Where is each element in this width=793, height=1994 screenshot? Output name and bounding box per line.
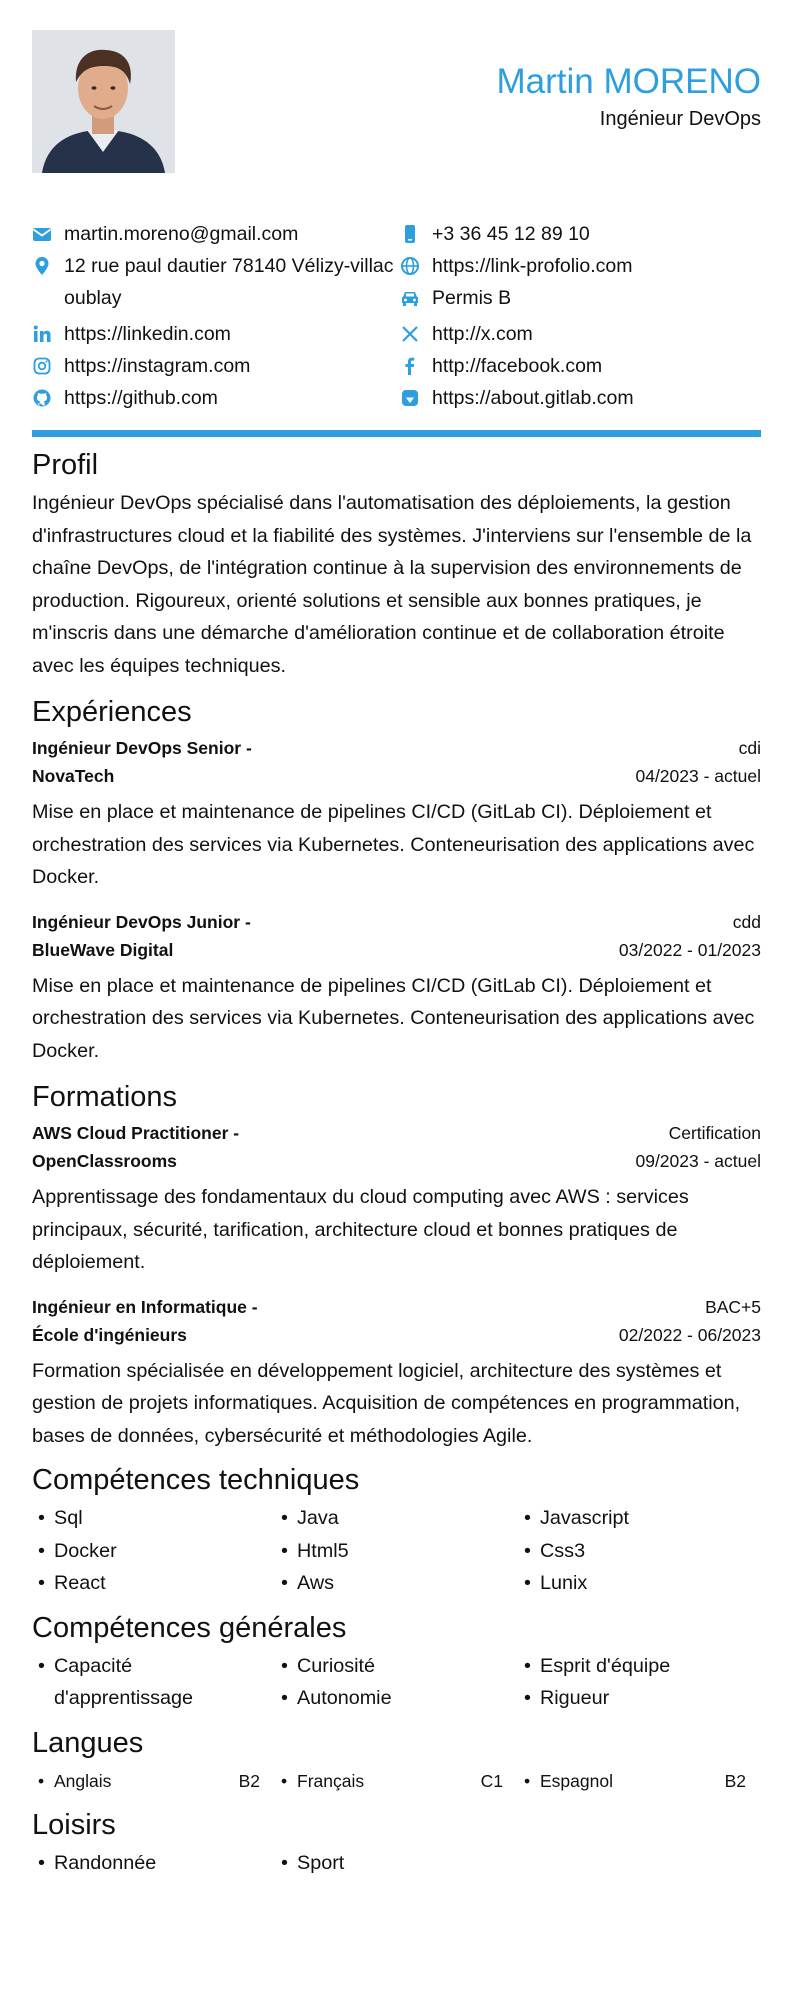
skill-item: • Java — [275, 1502, 518, 1535]
hobbies-heading: Loisirs — [32, 1808, 116, 1841]
contact-portfolio-and-license — [400, 250, 761, 314]
contract-type: cdi — [738, 738, 761, 758]
phone-number[interactable]: +3 36 45 12 89 10 — [432, 223, 590, 245]
experience-heading: Expériences — [32, 696, 192, 728]
education-level: Certification — [668, 1123, 761, 1143]
skill-item: • Aws — [275, 1567, 518, 1600]
education-title: Ingénieur en Informatique - — [32, 1296, 258, 1317]
person-name: Martin MORENO — [496, 62, 761, 101]
education-title: AWS Cloud Practitioner - — [32, 1123, 240, 1143]
resume-header — [32, 30, 761, 180]
languages-section — [32, 1725, 761, 1797]
contact-address — [32, 250, 400, 314]
car-icon — [400, 288, 420, 308]
skill-item: • Sql — [32, 1502, 275, 1535]
experience-company: NovaTech — [32, 766, 115, 786]
facebook-icon — [400, 356, 420, 376]
soft-skills-section — [32, 1610, 761, 1715]
education-dates: 09/2023 - actuel — [635, 1151, 761, 1171]
profile-photo — [32, 30, 175, 173]
skill-item: • Capacité d'apprentissage — [32, 1650, 244, 1715]
education-heading: Formations — [32, 1081, 178, 1113]
language-level: B2 — [238, 1770, 260, 1791]
education-entry — [32, 1119, 761, 1279]
mail-icon — [32, 224, 52, 244]
gitlab-link[interactable]: https://about.gitlab.com — [432, 387, 634, 409]
language-name: • Français — [297, 1770, 365, 1791]
job-title: Ingénieur DevOps — [599, 108, 761, 130]
x-icon — [400, 324, 420, 344]
name-block — [497, 62, 761, 131]
profile-section — [32, 447, 761, 682]
education-school: OpenClassrooms — [32, 1151, 177, 1171]
experience-entry — [32, 908, 761, 1068]
skill-item: • React — [32, 1567, 275, 1600]
hobby-item: • Sport — [275, 1847, 518, 1880]
hobbies-list — [32, 1847, 761, 1880]
contact-linkedin[interactable] — [32, 318, 400, 350]
contact-grid — [32, 218, 761, 414]
experience-section — [32, 694, 761, 1067]
contact-github[interactable] — [32, 382, 400, 414]
education-level: BAC+5 — [705, 1296, 761, 1317]
language-level: B2 — [724, 1770, 746, 1791]
driving-license: Permis B — [432, 287, 512, 309]
tech-skills-list — [32, 1502, 761, 1600]
skill-item: • Html5 — [275, 1535, 518, 1568]
linkedin-icon — [32, 324, 52, 344]
skill-item: • Docker — [32, 1535, 275, 1568]
x-link[interactable]: http://x.com — [432, 323, 533, 345]
globe-icon — [400, 256, 420, 276]
education-description: Apprentissage des fondamentaux du cloud computing avec AWS : services principaux, sécurité, tarification, architecture cloud et bonnes pratiques de déploiement. — [32, 1186, 689, 1273]
skill-item: • Javascript — [518, 1502, 761, 1535]
experience-company: BlueWave Digital — [32, 939, 174, 960]
facebook-link[interactable]: http://facebook.com — [432, 355, 603, 377]
education-school: École d'ingénieurs — [32, 1324, 187, 1345]
experience-role: Ingénieur DevOps Senior - — [32, 738, 252, 758]
language-name: • Espagnol — [540, 1770, 613, 1791]
language-item — [32, 1765, 275, 1797]
languages-list — [32, 1765, 761, 1797]
email-link[interactable]: martin.moreno@gmail.com — [64, 223, 299, 245]
soft-skills-list — [32, 1650, 761, 1715]
skill-item: • Rigueur — [518, 1682, 761, 1715]
instagram-icon — [32, 356, 52, 376]
education-description: Formation spécialisée en développement logiciel, architecture des systèmes et gestion de projets informatiques. Acquisition de compétences en programmation, bases de données, cybersécurité et méthodologies Agile. — [32, 1359, 741, 1447]
skill-item: • Esprit d'équipe — [518, 1650, 761, 1683]
education-section — [32, 1079, 761, 1452]
header-divider — [32, 430, 761, 437]
language-name: • Anglais — [54, 1770, 112, 1791]
experience-dates: 03/2022 - 01/2023 — [618, 939, 761, 960]
experience-description: Mise en place et maintenance de pipelines CI/CD (GitLab CI). Déploiement et orchestration des services via Kubernetes. Conteneurisation des applications avec Docker. — [32, 974, 755, 1062]
language-item — [275, 1765, 518, 1797]
experience-dates: 04/2023 - actuel — [635, 766, 761, 786]
linkedin-link[interactable]: https://linkedin.com — [64, 323, 231, 345]
tech-skills-heading: Compétences techniques — [32, 1464, 360, 1496]
location-icon — [32, 256, 52, 276]
experience-role: Ingénieur DevOps Junior - — [32, 911, 251, 932]
portfolio-link[interactable]: https://link-profolio.com — [432, 255, 633, 277]
contact-email[interactable] — [32, 218, 400, 250]
phone-icon — [400, 224, 420, 244]
language-level: C1 — [480, 1770, 503, 1791]
languages-heading: Langues — [32, 1726, 144, 1759]
skill-item: • Css3 — [518, 1535, 761, 1568]
education-dates: 02/2022 - 06/2023 — [618, 1324, 761, 1345]
skill-item: • Curiosité — [275, 1650, 518, 1683]
skill-item: • Autonomie — [275, 1682, 518, 1715]
contact-x[interactable] — [400, 318, 761, 350]
skill-item: • Lunix — [518, 1567, 761, 1600]
profile-heading: Profil — [32, 449, 99, 481]
hobby-item: • Randonnée — [32, 1847, 275, 1880]
contact-phone[interactable] — [400, 218, 761, 250]
contract-type: cdd — [732, 911, 761, 932]
contact-facebook[interactable] — [400, 350, 761, 382]
soft-skills-heading: Compétences générales — [32, 1611, 347, 1644]
github-icon — [32, 388, 52, 408]
contact-instagram[interactable] — [32, 350, 400, 382]
hobbies-section — [32, 1807, 761, 1880]
gitlab-icon — [400, 388, 420, 408]
education-entry — [32, 1293, 761, 1453]
contact-gitlab[interactable] — [400, 382, 761, 414]
github-link[interactable]: https://github.com — [64, 387, 218, 409]
instagram-link[interactable]: https://instagram.com — [64, 355, 251, 377]
experience-entry — [32, 734, 761, 894]
profile-text: Ingénieur DevOps spécialisé dans l'automatisation des déploiements, la gestion d'infrastructures cloud et la fiabilité des systèmes. J'interviens sur l'ensemble de la chaîne DevOps, de l'intégration continue à la supervision des environnements de production. Rigoureux, orienté solutions et sensible aux bonnes pratiques, je m'inscris dans une démarche d'amélioration continue et de collaboration étroite avec les équipes techniques. — [32, 492, 752, 677]
language-item — [518, 1765, 761, 1797]
address-text: 12 rue paul dautier 78140 Vélizy-villacoublay — [64, 255, 394, 309]
tech-skills-section — [32, 1462, 761, 1600]
experience-description: Mise en place et maintenance de pipelines CI/CD (GitLab CI). Déploiement et orchestration des services via Kubernetes. Conteneurisation des applications avec Docker. — [32, 801, 755, 888]
